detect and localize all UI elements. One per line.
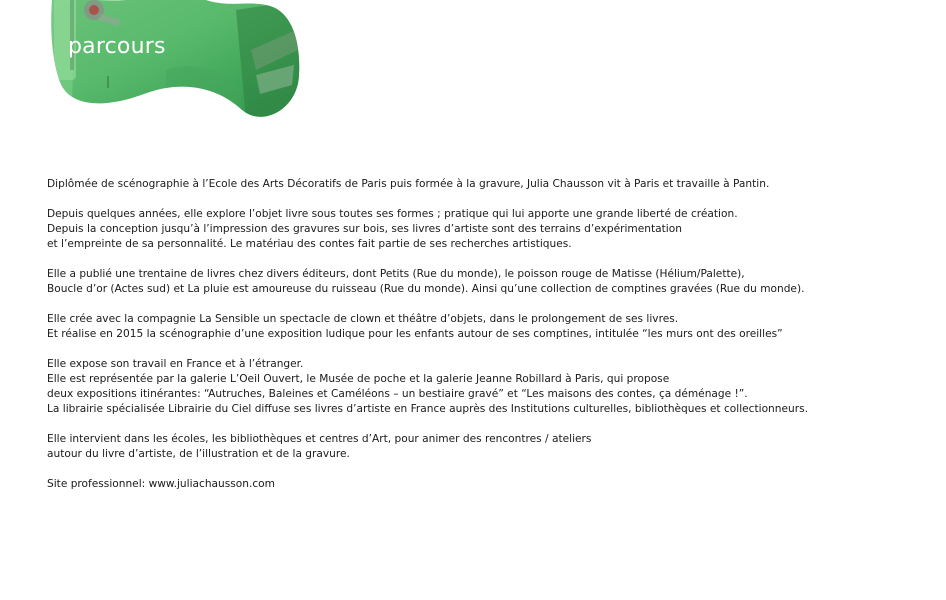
bio-paragraph-education [47,177,927,192]
biography-text [47,177,927,507]
bio-paragraph-publications [47,267,927,297]
bio-line: Diplômée de scénographie à l’Ecole des Arts Décoratifs de Paris puis formée à la gravure, Julia Chausson vit à Paris et travaille à Pantin. [47,178,770,190]
bio-line: Depuis la conception jusqu’à l’impression des gravures sur bois, ses livres d’artiste sont des terrains d’expérimentation [47,223,682,235]
website-link[interactable]: www.juliachausson.com [148,478,275,490]
bio-line: La librairie spécialisée Librairie du Ciel diffuse ses livres d’artiste en France auprès des Institutions culturelles, bibliothèques et collectionneurs. [47,403,808,415]
bio-paragraph-performance [47,312,927,342]
bio-line: Elle expose son travail en France et à l’étranger. [47,358,304,370]
bio-line: Et réalise en 2015 la scénographie d’une exposition ludique pour les enfants autour de ses comptines, intitulée “les murs ont des oreilles” [47,328,783,340]
bio-line: Elle crée avec la compagnie La Sensible un spectacle de clown et théâtre d’objets, dans le prolongement de ses livres. [47,313,679,325]
bio-line: autour du livre d’artiste, de l’illustration et de la gravure. [47,448,350,460]
bio-line: Elle intervient dans les écoles, les bibliothèques et centres d’Art, pour animer des rencontres / ateliers [47,433,592,445]
bio-paragraph-workshops [47,432,927,462]
bio-line: Depuis quelques années, elle explore l’objet livre sous toutes ses formes ; pratique qui lui apporte une grande liberté de création. [47,208,738,220]
paint-roller-image [46,0,302,120]
bio-paragraph-artist-books [47,207,927,252]
bio-paragraph-exhibitions [47,357,927,417]
bio-line: Boucle d’or (Actes sud) et La pluie est amoureuse du ruisseau (Rue du monde). Ainsi qu’une collection de comptines gravées (Rue du monde). [47,283,805,295]
website-label: Site professionnel: [47,478,149,490]
bio-line: Elle a publié une trentaine de livres chez divers éditeurs, dont Petits (Rue du monde), le poisson rouge de Matisse (Hélium/Palette), [47,268,745,280]
page-title: parcours [68,34,166,59]
bio-line: et l’empreinte de sa personnalité. Le matériau des contes fait partie de ses recherches artistiques. [47,238,572,250]
header-image-blob [46,0,302,120]
bio-line: deux expositions itinérantes: “Autruches, Baleines et Caméléons – un bestiaire gravé” et “Les maisons des contes, ça déménage !”. [47,388,748,400]
bio-line: Elle est représentée par la galerie L’Oeil Ouvert, le Musée de poche et la galerie Jeanne Robillard à Paris, qui propose [47,373,670,385]
bio-paragraph-website [47,477,927,492]
